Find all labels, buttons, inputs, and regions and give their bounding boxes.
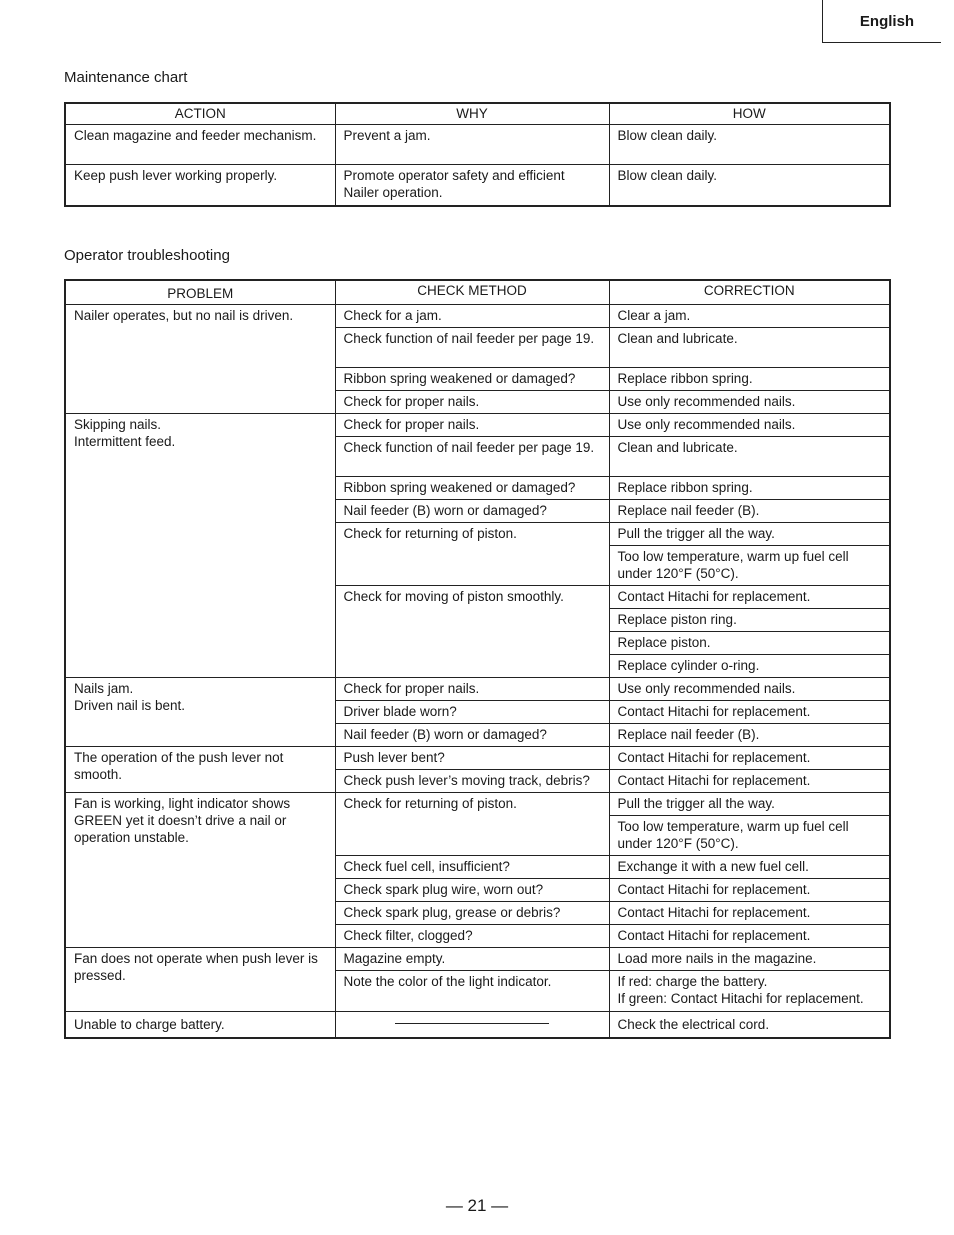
correction-cell: Replace nail feeder (B). (609, 500, 890, 523)
correction-cell: Use only recommended nails. (609, 391, 890, 414)
correction-cell: Contact Hitachi for replacement. (609, 925, 890, 948)
table-row (65, 948, 890, 971)
check-cell: Check for a jam. (335, 305, 609, 328)
check-cell-empty (335, 1012, 609, 1038)
troubleshooting-table (64, 279, 891, 1039)
check-cell: Check for returning of piston. (335, 523, 609, 586)
check-cell: Check push lever’s moving track, debris? (335, 770, 609, 793)
problem-cell: Skipping nails. Intermittent feed. (65, 414, 335, 678)
check-cell: Check for proper nails. (335, 414, 609, 437)
check-cell: Push lever bent? (335, 747, 609, 770)
column-header-check-method: CHECK METHOD (335, 280, 609, 305)
correction-cell: Replace ribbon spring. (609, 477, 890, 500)
table-row (65, 414, 890, 437)
problem-cell: Fan is working, light indicator shows GREEN yet it doesn’t drive a nail or operation unstable. (65, 793, 335, 948)
problem-cell: Fan does not operate when push lever is pressed. (65, 948, 335, 1012)
table-row (65, 125, 890, 165)
problem-cell: The operation of the push lever not smooth. (65, 747, 335, 793)
table-cell: Promote operator safety and efficient Nailer operation. (335, 165, 609, 206)
table-cell: Prevent a jam. (335, 125, 609, 165)
correction-cell: Too low temperature, warm up fuel cell under 120°F (50°C). (609, 546, 890, 586)
check-cell: Driver blade worn? (335, 701, 609, 724)
correction-cell: Contact Hitachi for replacement. (609, 879, 890, 902)
correction-cell: Use only recommended nails. (609, 678, 890, 701)
correction-cell: Use only recommended nails. (609, 414, 890, 437)
check-cell: Nail feeder (B) worn or damaged? (335, 724, 609, 747)
column-header-action: ACTION (65, 103, 335, 125)
check-cell: Magazine empty. (335, 948, 609, 971)
correction-cell: Contact Hitachi for replacement. (609, 701, 890, 724)
check-cell: Check for returning of piston. (335, 793, 609, 856)
problem-cell: Nailer operates, but no nail is driven. (65, 305, 335, 414)
problem-cell: Nails jam. Driven nail is bent. (65, 678, 335, 747)
table-row (65, 678, 890, 701)
correction-cell: Clear a jam. (609, 305, 890, 328)
check-cell: Check function of nail feeder per page 19. (335, 437, 609, 477)
correction-cell: Clean and lubricate. (609, 437, 890, 477)
correction-cell: Replace piston. (609, 632, 890, 655)
correction-cell: If red: charge the battery. If green: Contact Hitachi for replacement. (609, 971, 890, 1012)
correction-cell: Pull the trigger all the way. (609, 523, 890, 546)
check-cell: Check filter, clogged? (335, 925, 609, 948)
check-cell: Check function of nail feeder per page 19. (335, 328, 609, 368)
check-cell: Note the color of the light indicator. (335, 971, 609, 1012)
correction-cell: Too low temperature, warm up fuel cell under 120°F (50°C). (609, 816, 890, 856)
correction-cell: Exchange it with a new fuel cell. (609, 856, 890, 879)
correction-cell: Contact Hitachi for replacement. (609, 747, 890, 770)
column-header-how: HOW (609, 103, 890, 125)
correction-cell: Replace piston ring. (609, 609, 890, 632)
correction-cell: Replace ribbon spring. (609, 368, 890, 391)
table-row (65, 1012, 890, 1038)
table-cell: Keep push lever working properly. (65, 165, 335, 206)
correction-cell: Contact Hitachi for replacement. (609, 770, 890, 793)
correction-cell: Check the electrical cord. (609, 1012, 890, 1038)
correction-cell: Replace cylinder o-ring. (609, 655, 890, 678)
check-cell: Check fuel cell, insufficient? (335, 856, 609, 879)
language-tab: English (822, 0, 941, 43)
table-row (65, 747, 890, 770)
check-cell: Check spark plug wire, worn out? (335, 879, 609, 902)
page-number: — 21 — (445, 1196, 509, 1215)
table-cell: Blow clean daily. (609, 165, 890, 206)
table-cell: Clean magazine and feeder mechanism. (65, 125, 335, 165)
column-header-correction: CORRECTION (609, 280, 890, 305)
check-cell: Ribbon spring weakened or damaged? (335, 477, 609, 500)
maintenance-table (64, 102, 891, 207)
column-header-problem: PROBLEM (65, 280, 335, 305)
correction-cell: Load more nails in the magazine. (609, 948, 890, 971)
troubleshooting-title: Operator troubleshooting (64, 247, 230, 264)
table-row (65, 305, 890, 328)
dash-line (395, 1023, 549, 1024)
table-row (65, 165, 890, 206)
problem-cell: Unable to charge battery. (65, 1012, 335, 1038)
check-cell: Check for proper nails. (335, 678, 609, 701)
maintenance-chart-title: Maintenance chart (64, 69, 188, 86)
check-cell: Check for moving of piston smoothly. (335, 586, 609, 678)
check-cell: Check spark plug, grease or debris? (335, 902, 609, 925)
correction-cell: Clean and lubricate. (609, 328, 890, 368)
correction-cell: Contact Hitachi for replacement. (609, 586, 890, 609)
check-cell: Check for proper nails. (335, 391, 609, 414)
check-cell: Nail feeder (B) worn or damaged? (335, 500, 609, 523)
column-header-why: WHY (335, 103, 609, 125)
table-row (65, 793, 890, 816)
correction-cell: Pull the trigger all the way. (609, 793, 890, 816)
check-cell: Ribbon spring weakened or damaged? (335, 368, 609, 391)
correction-cell: Replace nail feeder (B). (609, 724, 890, 747)
table-cell: Blow clean daily. (609, 125, 890, 165)
correction-cell: Contact Hitachi for replacement. (609, 902, 890, 925)
